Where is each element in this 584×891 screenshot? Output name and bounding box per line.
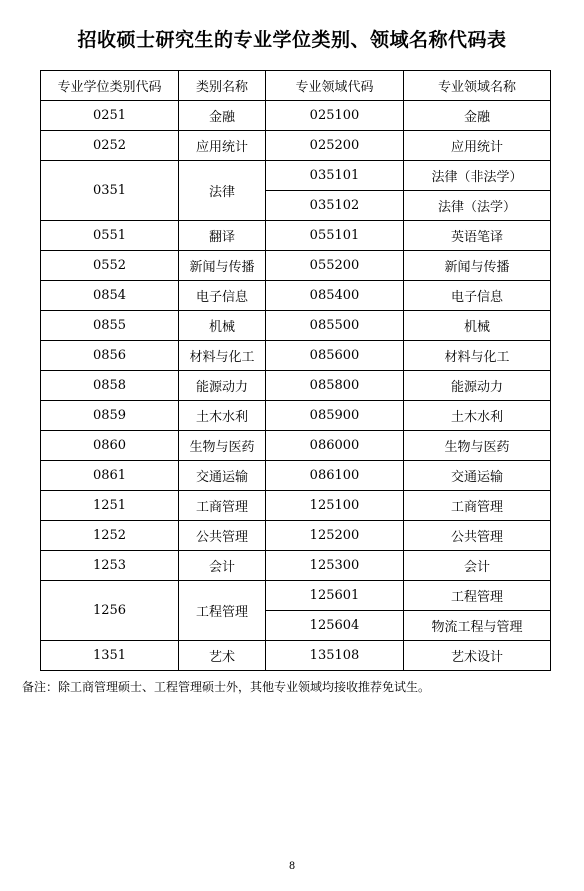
category-code-cell: 0252 xyxy=(41,131,179,161)
category-name-cell: 能源动力 xyxy=(179,371,266,401)
field-name-cell: 工商管理 xyxy=(404,491,551,521)
field-code-cell: 135108 xyxy=(266,641,404,671)
table-row xyxy=(41,461,551,491)
table-body xyxy=(41,101,551,671)
header-category-code: 专业学位类别代码 xyxy=(41,71,179,101)
field-code-cell: 125604 xyxy=(266,611,404,641)
field-name-cell: 法律（非法学） xyxy=(404,161,551,191)
field-name-cell: 机械 xyxy=(404,311,551,341)
category-code-cell: 0856 xyxy=(41,341,179,371)
header-category-name: 类别名称 xyxy=(179,71,266,101)
field-name-cell: 会计 xyxy=(404,551,551,581)
category-name-cell: 交通运输 xyxy=(179,461,266,491)
field-name-cell: 艺术设计 xyxy=(404,641,551,671)
category-code-cell: 0860 xyxy=(41,431,179,461)
header-field-code: 专业领域代码 xyxy=(266,71,404,101)
field-name-cell: 电子信息 xyxy=(404,281,551,311)
page-number: 8 xyxy=(288,861,296,872)
table-row xyxy=(41,401,551,431)
category-code-cell: 1256 xyxy=(41,581,179,641)
field-name-cell: 法律（法学） xyxy=(404,191,551,221)
category-code-cell: 0551 xyxy=(41,221,179,251)
document-title: 招收硕士研究生的专业学位类别、领域名称代码表 xyxy=(77,29,507,51)
field-name-cell: 英语笔译 xyxy=(404,221,551,251)
field-code-cell: 125300 xyxy=(266,551,404,581)
table-header xyxy=(41,71,551,101)
category-name-cell: 法律 xyxy=(179,161,266,221)
category-name-cell: 金融 xyxy=(179,101,266,131)
table-row xyxy=(41,581,551,611)
field-code-cell: 035102 xyxy=(266,191,404,221)
table-row xyxy=(41,521,551,551)
field-code-cell: 085500 xyxy=(266,311,404,341)
field-name-cell: 工程管理 xyxy=(404,581,551,611)
field-name-cell: 交通运输 xyxy=(404,461,551,491)
category-code-cell: 0855 xyxy=(41,311,179,341)
table-row xyxy=(41,311,551,341)
category-name-cell: 会计 xyxy=(179,551,266,581)
table-row xyxy=(41,491,551,521)
category-name-cell: 工商管理 xyxy=(179,491,266,521)
table-row xyxy=(41,161,551,191)
footnote: 备注：除工商管理硕士、工程管理硕士外，其他专业领域均接收推荐免试生。 xyxy=(22,680,431,694)
category-code-cell: 0859 xyxy=(41,401,179,431)
category-name-cell: 公共管理 xyxy=(179,521,266,551)
table-row xyxy=(41,641,551,671)
field-name-cell: 生物与医药 xyxy=(404,431,551,461)
category-name-cell: 材料与化工 xyxy=(179,341,266,371)
field-code-cell: 025100 xyxy=(266,101,404,131)
field-name-cell: 物流工程与管理 xyxy=(404,611,551,641)
field-name-cell: 应用统计 xyxy=(404,131,551,161)
category-code-cell: 0858 xyxy=(41,371,179,401)
table-row xyxy=(41,431,551,461)
field-code-cell: 086000 xyxy=(266,431,404,461)
category-name-cell: 新闻与传播 xyxy=(179,251,266,281)
field-code-cell: 055101 xyxy=(266,221,404,251)
table-row xyxy=(41,371,551,401)
field-code-cell: 086100 xyxy=(266,461,404,491)
category-name-cell: 艺术 xyxy=(179,641,266,671)
field-code-cell: 085900 xyxy=(266,401,404,431)
field-name-cell: 金融 xyxy=(404,101,551,131)
table-row xyxy=(41,281,551,311)
category-code-cell: 0854 xyxy=(41,281,179,311)
field-name-cell: 新闻与传播 xyxy=(404,251,551,281)
field-code-cell: 055200 xyxy=(266,251,404,281)
category-name-cell: 翻译 xyxy=(179,221,266,251)
field-code-cell: 035101 xyxy=(266,161,404,191)
field-code-cell: 125100 xyxy=(266,491,404,521)
category-name-cell: 生物与医药 xyxy=(179,431,266,461)
field-code-cell: 085600 xyxy=(266,341,404,371)
category-code-cell: 0861 xyxy=(41,461,179,491)
table-row xyxy=(41,251,551,281)
category-name-cell: 应用统计 xyxy=(179,131,266,161)
field-name-cell: 能源动力 xyxy=(404,371,551,401)
field-code-cell: 085800 xyxy=(266,371,404,401)
degree-code-table xyxy=(40,70,551,671)
table-row xyxy=(41,131,551,161)
category-name-cell: 土木水利 xyxy=(179,401,266,431)
table-row xyxy=(41,551,551,581)
header-row xyxy=(41,71,551,101)
category-code-cell: 0351 xyxy=(41,161,179,221)
category-code-cell: 0251 xyxy=(41,101,179,131)
field-name-cell: 公共管理 xyxy=(404,521,551,551)
category-code-cell: 1351 xyxy=(41,641,179,671)
header-field-name: 专业领域名称 xyxy=(404,71,551,101)
field-code-cell: 085400 xyxy=(266,281,404,311)
field-code-cell: 125200 xyxy=(266,521,404,551)
category-code-cell: 1252 xyxy=(41,521,179,551)
category-name-cell: 电子信息 xyxy=(179,281,266,311)
field-code-cell: 125601 xyxy=(266,581,404,611)
field-name-cell: 土木水利 xyxy=(404,401,551,431)
category-name-cell: 机械 xyxy=(179,311,266,341)
category-code-cell: 1251 xyxy=(41,491,179,521)
field-code-cell: 025200 xyxy=(266,131,404,161)
category-code-cell: 1253 xyxy=(41,551,179,581)
field-name-cell: 材料与化工 xyxy=(404,341,551,371)
category-code-cell: 0552 xyxy=(41,251,179,281)
category-name-cell: 工程管理 xyxy=(179,581,266,641)
table-row xyxy=(41,221,551,251)
table-row xyxy=(41,101,551,131)
table-row xyxy=(41,341,551,371)
